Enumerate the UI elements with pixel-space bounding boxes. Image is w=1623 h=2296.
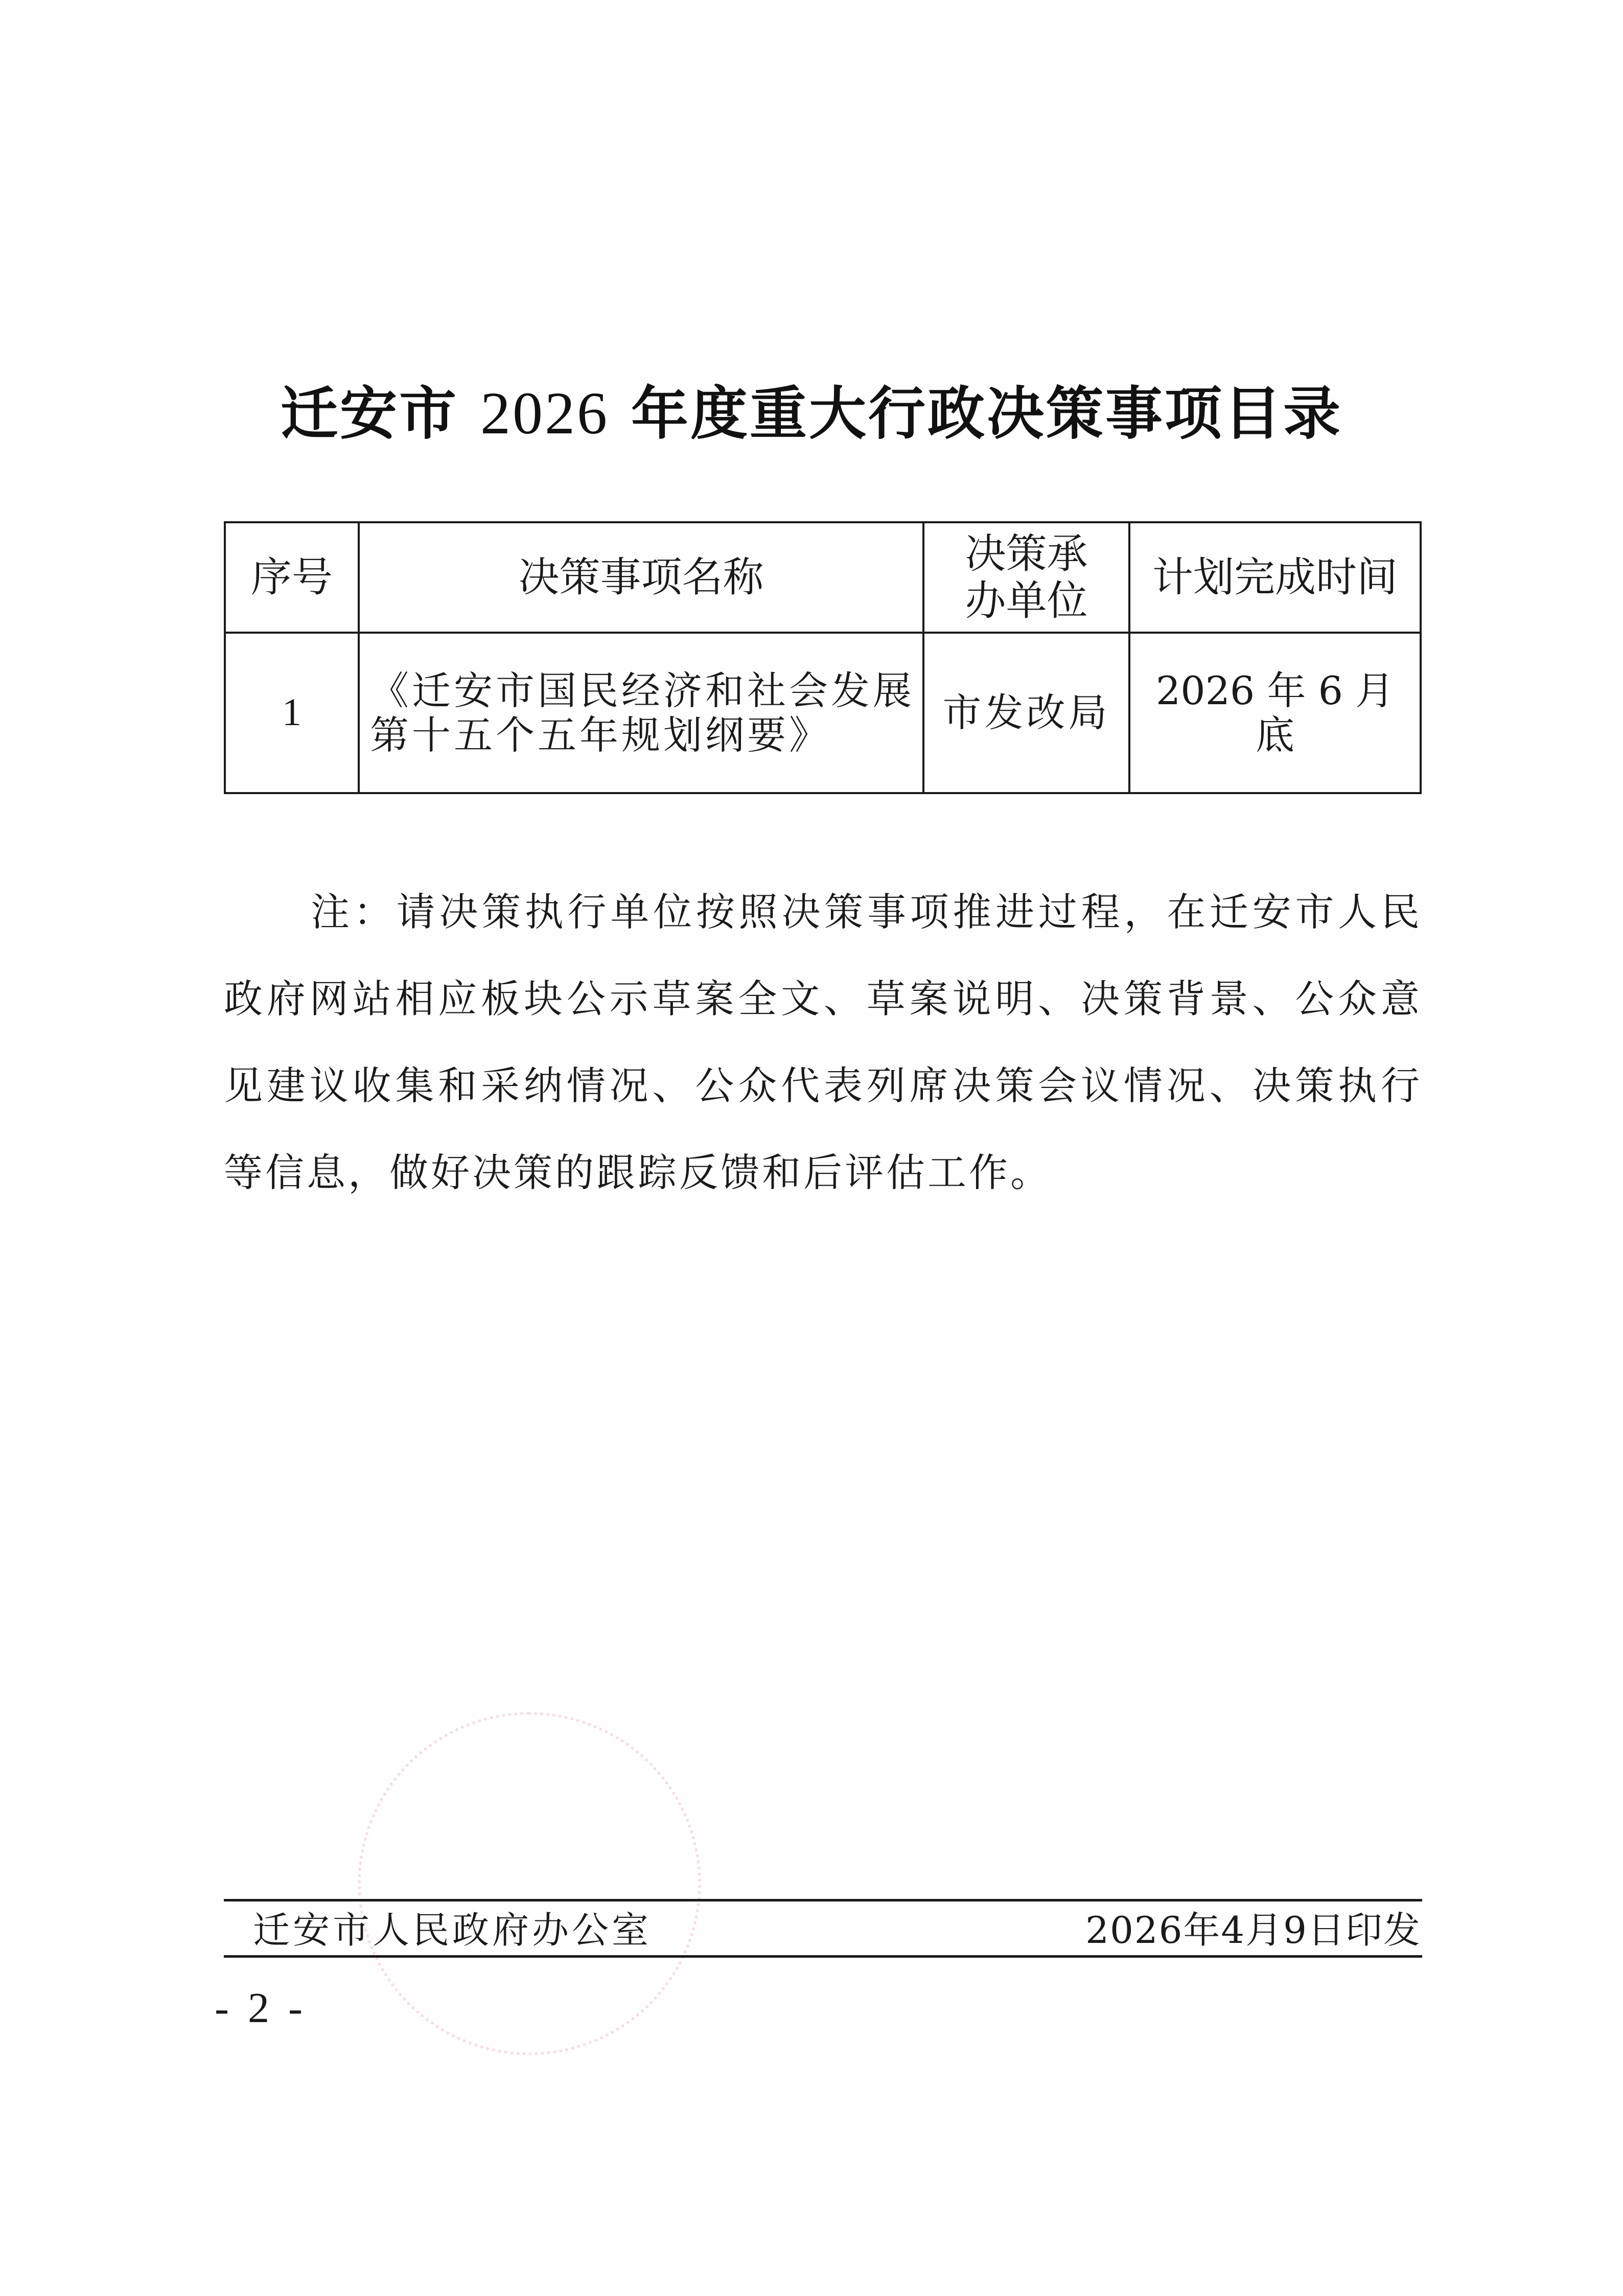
footer-issuer: 迁安市人民政府办公室	[253, 1909, 652, 1952]
table-row	[225, 633, 1421, 793]
decision-items-table	[224, 521, 1422, 794]
note-paragraph: 注：请决策执行单位按照决策事项推进过程，在迁安市人民政府网站相应板块公示草案全文、草案说明、决策背景、公众意见建议收集和采纳情况、公众代表列席决策会议情况、决策执行等信息，做好决策的跟踪反馈和后评估工作。	[224, 889, 1422, 1195]
row-index: 1	[225, 633, 359, 793]
row-item-name: 《迁安市国民经济和社会发展第十五个五年规划纲要》	[359, 633, 923, 793]
row-deadline: 2026 年 6 月底	[1129, 633, 1421, 793]
title-prefix: 迁安市	[281, 380, 458, 447]
document-title	[0, 368, 1623, 450]
header-department: 决策承办单位	[923, 522, 1129, 633]
page-number: - 2 -	[215, 1984, 307, 2032]
table-header-row	[225, 522, 1421, 633]
header-deadline: 计划完成时间	[1129, 522, 1421, 633]
row-department: 市发改局	[923, 633, 1129, 793]
title-year: 2026	[480, 380, 609, 447]
footer-top-rule	[224, 1899, 1422, 1901]
footer-issue-date: 2026年4月9日印发	[1085, 1909, 1421, 1952]
footer-bottom-rule	[224, 1955, 1422, 1958]
header-item-name: 决策事项名称	[359, 522, 923, 633]
official-seal-stamp	[358, 1712, 701, 2055]
title-suffix: 年度重大行政决策事项目录	[631, 380, 1342, 447]
header-index: 序号	[225, 522, 359, 633]
